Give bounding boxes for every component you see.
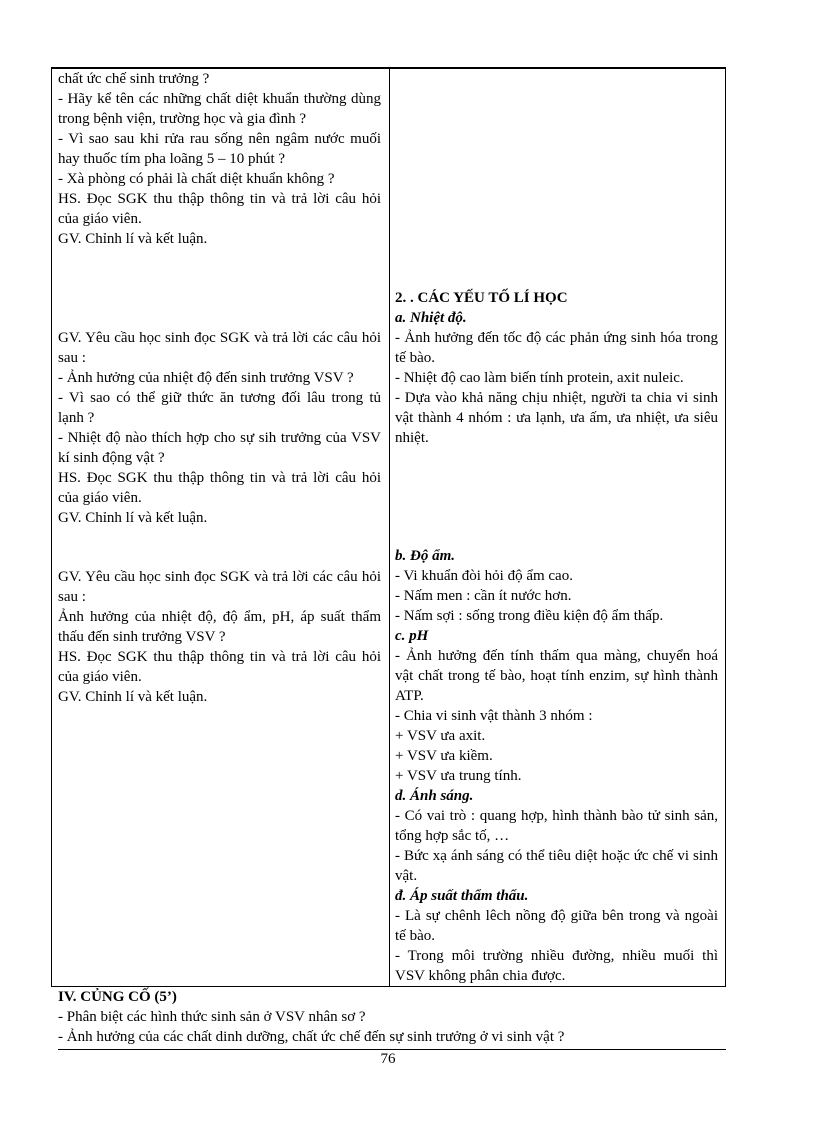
- subsection-title-ph: c. pH: [395, 628, 429, 644]
- left-block-1: [58, 69, 381, 249]
- subsection-title-humidity: b. Độ ẩm.: [395, 548, 455, 564]
- left-block-2: [58, 328, 381, 528]
- left-text: - Hãy kể tên các những chất diệt khuẩn thường dùng trong bệnh viện, trường học và gia đình ?: [58, 91, 381, 127]
- right-text: + VSV ưa kiềm.: [395, 748, 493, 764]
- left-text: GV. Chỉnh lí và kết luận.: [58, 510, 208, 526]
- right-text: + VSV ưa axit.: [395, 728, 486, 744]
- left-text: - Xà phòng có phải là chất diệt khuẩn không ?: [58, 171, 335, 187]
- consolidation-section: [58, 987, 726, 1047]
- page-number: 76: [380, 1051, 396, 1067]
- footer-rule: [58, 1049, 726, 1050]
- consolidation-question: - Ảnh hưởng của các chất dinh dưỡng, chất ức chế đến sự sinh trưởng ở vi sinh vật ?: [58, 1029, 565, 1045]
- right-text: - Ảnh hưởng đến tính thấm qua màng, chuyển hoá vật chất trong tế bào, hoạt tính enzim, sự hình thành ATP.: [395, 648, 718, 704]
- left-text: GV. Chỉnh lí và kết luận.: [58, 689, 208, 705]
- subsection-title-light: d. Ánh sáng.: [395, 788, 474, 804]
- right-text: - Nấm men : cần ít nước hơn.: [395, 588, 572, 604]
- right-text: - Vi khuẩn đòi hỏi độ ẩm cao.: [395, 568, 573, 584]
- left-text: chất ức chế sinh trưởng ?: [58, 71, 210, 87]
- right-text: - Nhiệt độ cao làm biến tính protein, axit nuleic.: [395, 370, 684, 386]
- right-text: - Bức xạ ánh sáng có thể tiêu diệt hoặc ức chế vi sinh vật.: [395, 848, 718, 884]
- right-text: - Dựa vào khả năng chịu nhiệt, người ta chia vi sinh vật thành 4 nhóm : ưa lạnh, ưa ấm, ưa nhiệt, ưa siêu nhiệt.: [395, 390, 718, 446]
- column-divider: [389, 69, 390, 987]
- right-section-b-to-dd: [395, 546, 718, 986]
- consolidation-title: IV. CỦNG CỐ (5’): [58, 989, 177, 1005]
- left-text: - Nhiệt độ nào thích hợp cho sự sih trưởng của VSV kí sinh động vật ?: [58, 430, 381, 466]
- left-text: - Ảnh hưởng của nhiệt độ đến sinh trưởng VSV ?: [58, 370, 354, 386]
- left-text: Ảnh hưởng của nhiệt độ, độ ẩm, pH, áp suất thẩm thấu đến sinh trưởng VSV ?: [58, 609, 381, 645]
- left-text: HS. Đọc SGK thu thập thông tin và trả lời câu hỏi của giáo viên.: [58, 191, 381, 227]
- consolidation-question: - Phân biệt các hình thức sinh sản ở VSV nhân sơ ?: [58, 1009, 366, 1025]
- left-text: GV. Yêu cầu học sinh đọc SGK và trả lời các câu hỏi sau :: [58, 569, 381, 605]
- left-text: HS. Đọc SGK thu thập thông tin và trả lời câu hỏi của giáo viên.: [58, 470, 381, 506]
- left-block-3: [58, 567, 381, 707]
- right-text: - Là sự chênh lêch nồng độ giữa bên trong và ngoài tế bào.: [395, 908, 718, 944]
- right-text: - Ảnh hưởng đến tốc độ các phản ứng sinh hóa trong tế bào.: [395, 330, 718, 366]
- section-heading: 2. . CÁC YẾU TỐ LÍ HỌC: [395, 290, 568, 306]
- left-text: - Vì sao có thể giữ thức ăn tương đối lâu trong tủ lạnh ?: [58, 390, 381, 426]
- left-text: HS. Đọc SGK thu thập thông tin và trả lời câu hỏi của giáo viên.: [58, 649, 381, 685]
- right-text: - Trong môi trường nhiều đường, nhiều muối thì VSV không phân chia được.: [395, 948, 718, 984]
- right-text: - Có vai trò : quang hợp, hình thành bào tử sinh sản, tổng hợp sắc tố, …: [395, 808, 718, 844]
- right-section-a: [395, 288, 718, 448]
- right-text: + VSV ưa trung tính.: [395, 768, 522, 784]
- right-text: - Nấm sợi : sống trong điều kiện độ ẩm thấp.: [395, 608, 664, 624]
- left-text: GV. Yêu cầu học sinh đọc SGK và trả lời các câu hỏi sau :: [58, 330, 381, 366]
- right-text: - Chia vi sinh vật thành 3 nhóm :: [395, 708, 593, 724]
- subsection-title-osmotic-pressure: đ. Áp suất thẩm thấu.: [395, 888, 529, 904]
- left-text: - Vì sao sau khi rửa rau sống nên ngâm nước muối hay thuốc tím pha loãng 5 – 10 phút ?: [58, 131, 381, 167]
- left-text: GV. Chỉnh lí và kết luận.: [58, 231, 208, 247]
- subsection-title-temperature: a. Nhiệt độ.: [395, 310, 467, 326]
